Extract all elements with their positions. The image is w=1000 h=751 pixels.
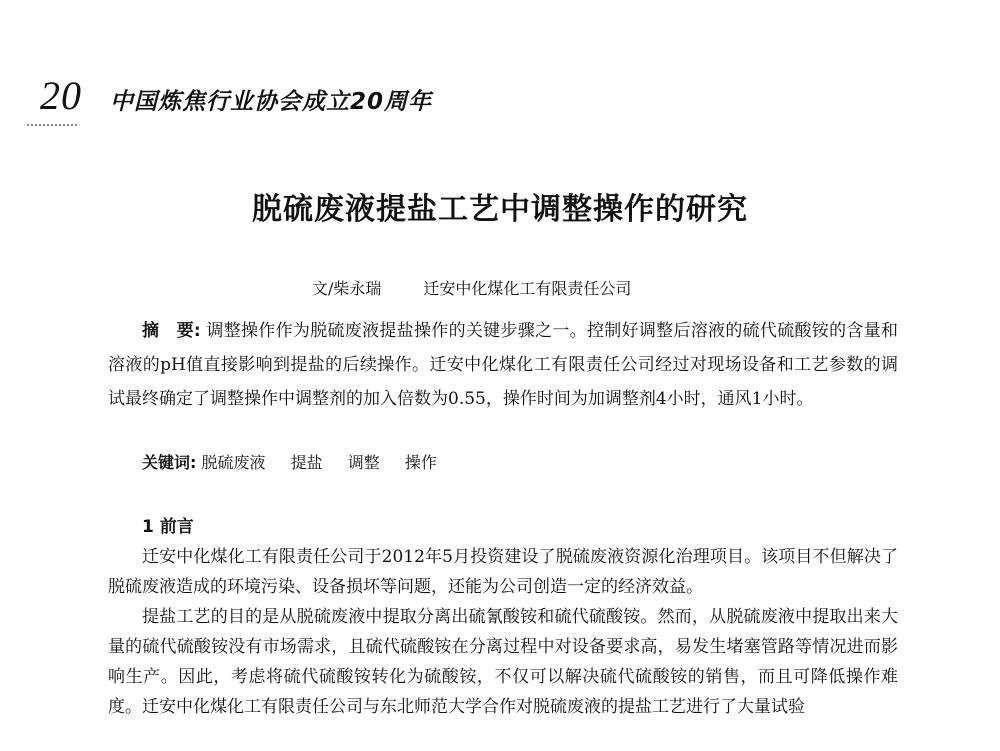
keyword: 操作 xyxy=(404,453,437,472)
paragraph: 提盐工艺的目的是从脱硫废液中提取分离出硫氰酸铵和硫代硫酸铵。然而，从脱硫废液中提取出来大量的硫代硫酸铵没有市场需求，且硫代硫酸铵在分离过程中对设备要求高，易发生堵塞管路等情况进而影响生产。因此，考虑将硫代硫酸铵转化为硫酸铵，不仅可以解决硫代硫酸铵的销售，而且可降低操作难度。迁安中化煤化工有限责任公司与东北师范大学合作对脱硫废液的提盐工艺进行了大量试验 xyxy=(108,607,898,717)
byline xyxy=(312,277,631,301)
header-dotted-rule xyxy=(27,124,77,126)
body-text xyxy=(108,542,898,722)
paragraph: 迁安中化煤化工有限责任公司于2012年5月投资建设了脱硫废液资源化治理项目。该项目不但解决了脱硫废液造成的环境污染、设备损坏等问题，还能为公司创造一定的经济效益。 xyxy=(108,547,898,597)
keywords-label: 关键词: xyxy=(142,453,197,472)
abstract-text: 调整操作作为脱硫废液提盐操作的关键步骤之一。控制好调整后溶液的硫代硫酸铵的含量和溶液的pH值直接影响到提盐的后续操作。迁安中化煤化工有限责任公司经过对现场设备和工艺参数的调试最终确定了调整操作中调整剂的加入倍数为0.55，操作时间为加调整剂4小时，通风1小时。 xyxy=(108,321,898,409)
keyword: 提盐 xyxy=(290,453,323,472)
abstract xyxy=(108,314,898,416)
page-number: 20 xyxy=(40,73,82,118)
author: 文/柴永瑞 xyxy=(312,279,382,298)
running-header: 中国炼焦行业协会成立20周年 xyxy=(110,89,433,115)
article-title: 脱硫废液提盐工艺中调整操作的研究 xyxy=(252,192,748,227)
keyword: 脱硫废液 xyxy=(201,453,266,472)
keyword: 调整 xyxy=(347,453,380,472)
abstract-label: 摘 要: xyxy=(142,321,201,341)
section-heading: 1 前言 xyxy=(142,517,194,537)
organization: 迁安中化煤化工有限责任公司 xyxy=(423,279,632,298)
keywords xyxy=(142,448,457,478)
